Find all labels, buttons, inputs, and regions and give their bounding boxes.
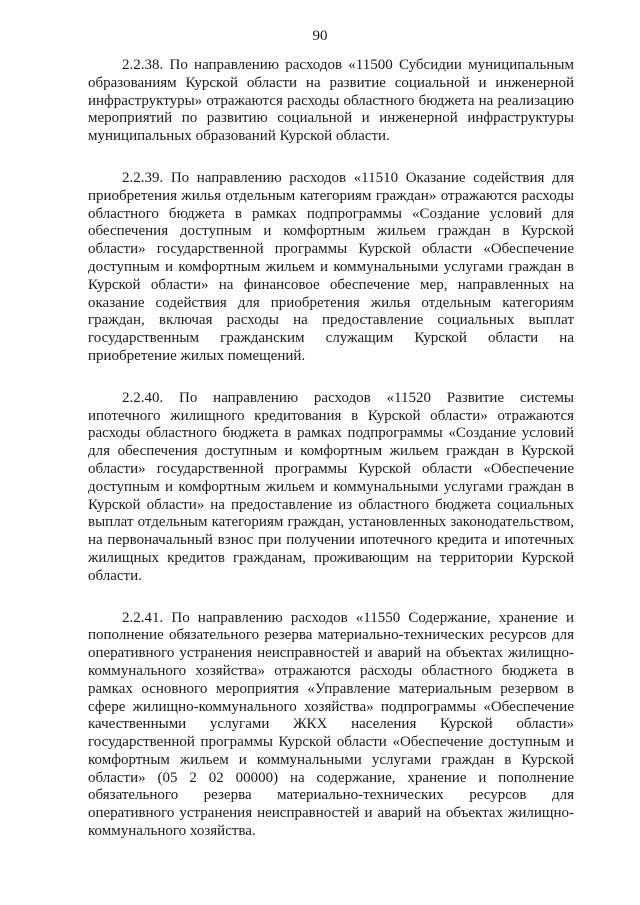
document-body [88, 57, 574, 865]
page-number: 90 [312, 28, 328, 44]
paragraph-2-2-38: 2.2.38. По направлению расходов «11500 Субсидии муниципальным образованиям Курской области на развитие социальной и инженерной инфраструктуры» отражаются расходы областного бюджета на реализацию мероприятий по развитию социальной и инженерной инфраструктуры муниципальных образований Курской области. [88, 57, 574, 145]
paragraph-2-2-41: 2.2.41. По направлению расходов «11550 Содержание, хранение и пополнение обязательного резерва материально-технических ресурсов для оперативного устранения неисправностей и аварий на объектах жилищно-коммунального хозяйства» отражаются расходы областного бюджета в рамках основного мероприятия «Управление материальным резервом в сфере жилищно-коммунального хозяйства» подпрограммы «Обеспечение качественными услугами ЖКХ населения Курской области» государственной программы Курской области «Обеспечение доступным и комфортным жильем и коммунальными услугами граждан в Курской области» (05 2 02 00000) на содержание, хранение и пополнение обязательного резерва материально-технических ресурсов для оперативного устранения неисправностей и аварий на объектах жилищно-коммунального хозяйства. [88, 609, 574, 840]
paragraph-2-2-40: 2.2.40. По направлению расходов «11520 Развитие системы ипотечного жилищного кредитования в Курской области» отражаются расходы областного бюджета в рамках подпрограммы «Создание условий для обеспечения доступным и комфортным жильем граждан в Курской области» государственной программы Курской области «Обеспечение доступным и комфортным жильем и коммунальными услугами граждан в Курской области» на предоставление из областного бюджета социальных выплат отдельным категориям граждан, установленных законодательством, на первоначальный взнос при получении ипотечного кредита и ипотечных жилищных кредитов гражданам, проживающим на территории Курской области. [88, 389, 574, 584]
paragraph-2-2-39: 2.2.39. По направлению расходов «11510 Оказание содействия для приобретения жилья отдельным категориям граждан» отражаются расходы областного бюджета в рамках подпрограммы «Создание условий для обеспечения доступным и комфортным жильем граждан в Курской области» государственной программы Курской области «Обеспечение доступным и комфортным жильем и коммунальными услугами граждан в Курской области» на финансовое обеспечение мер, направленных на оказание содействия для приобретения жилья отдельным категориям граждан, включая расходы на предоставление социальных выплат государственным гражданским служащим Курской области на приобретение жилых помещений. [88, 169, 574, 364]
